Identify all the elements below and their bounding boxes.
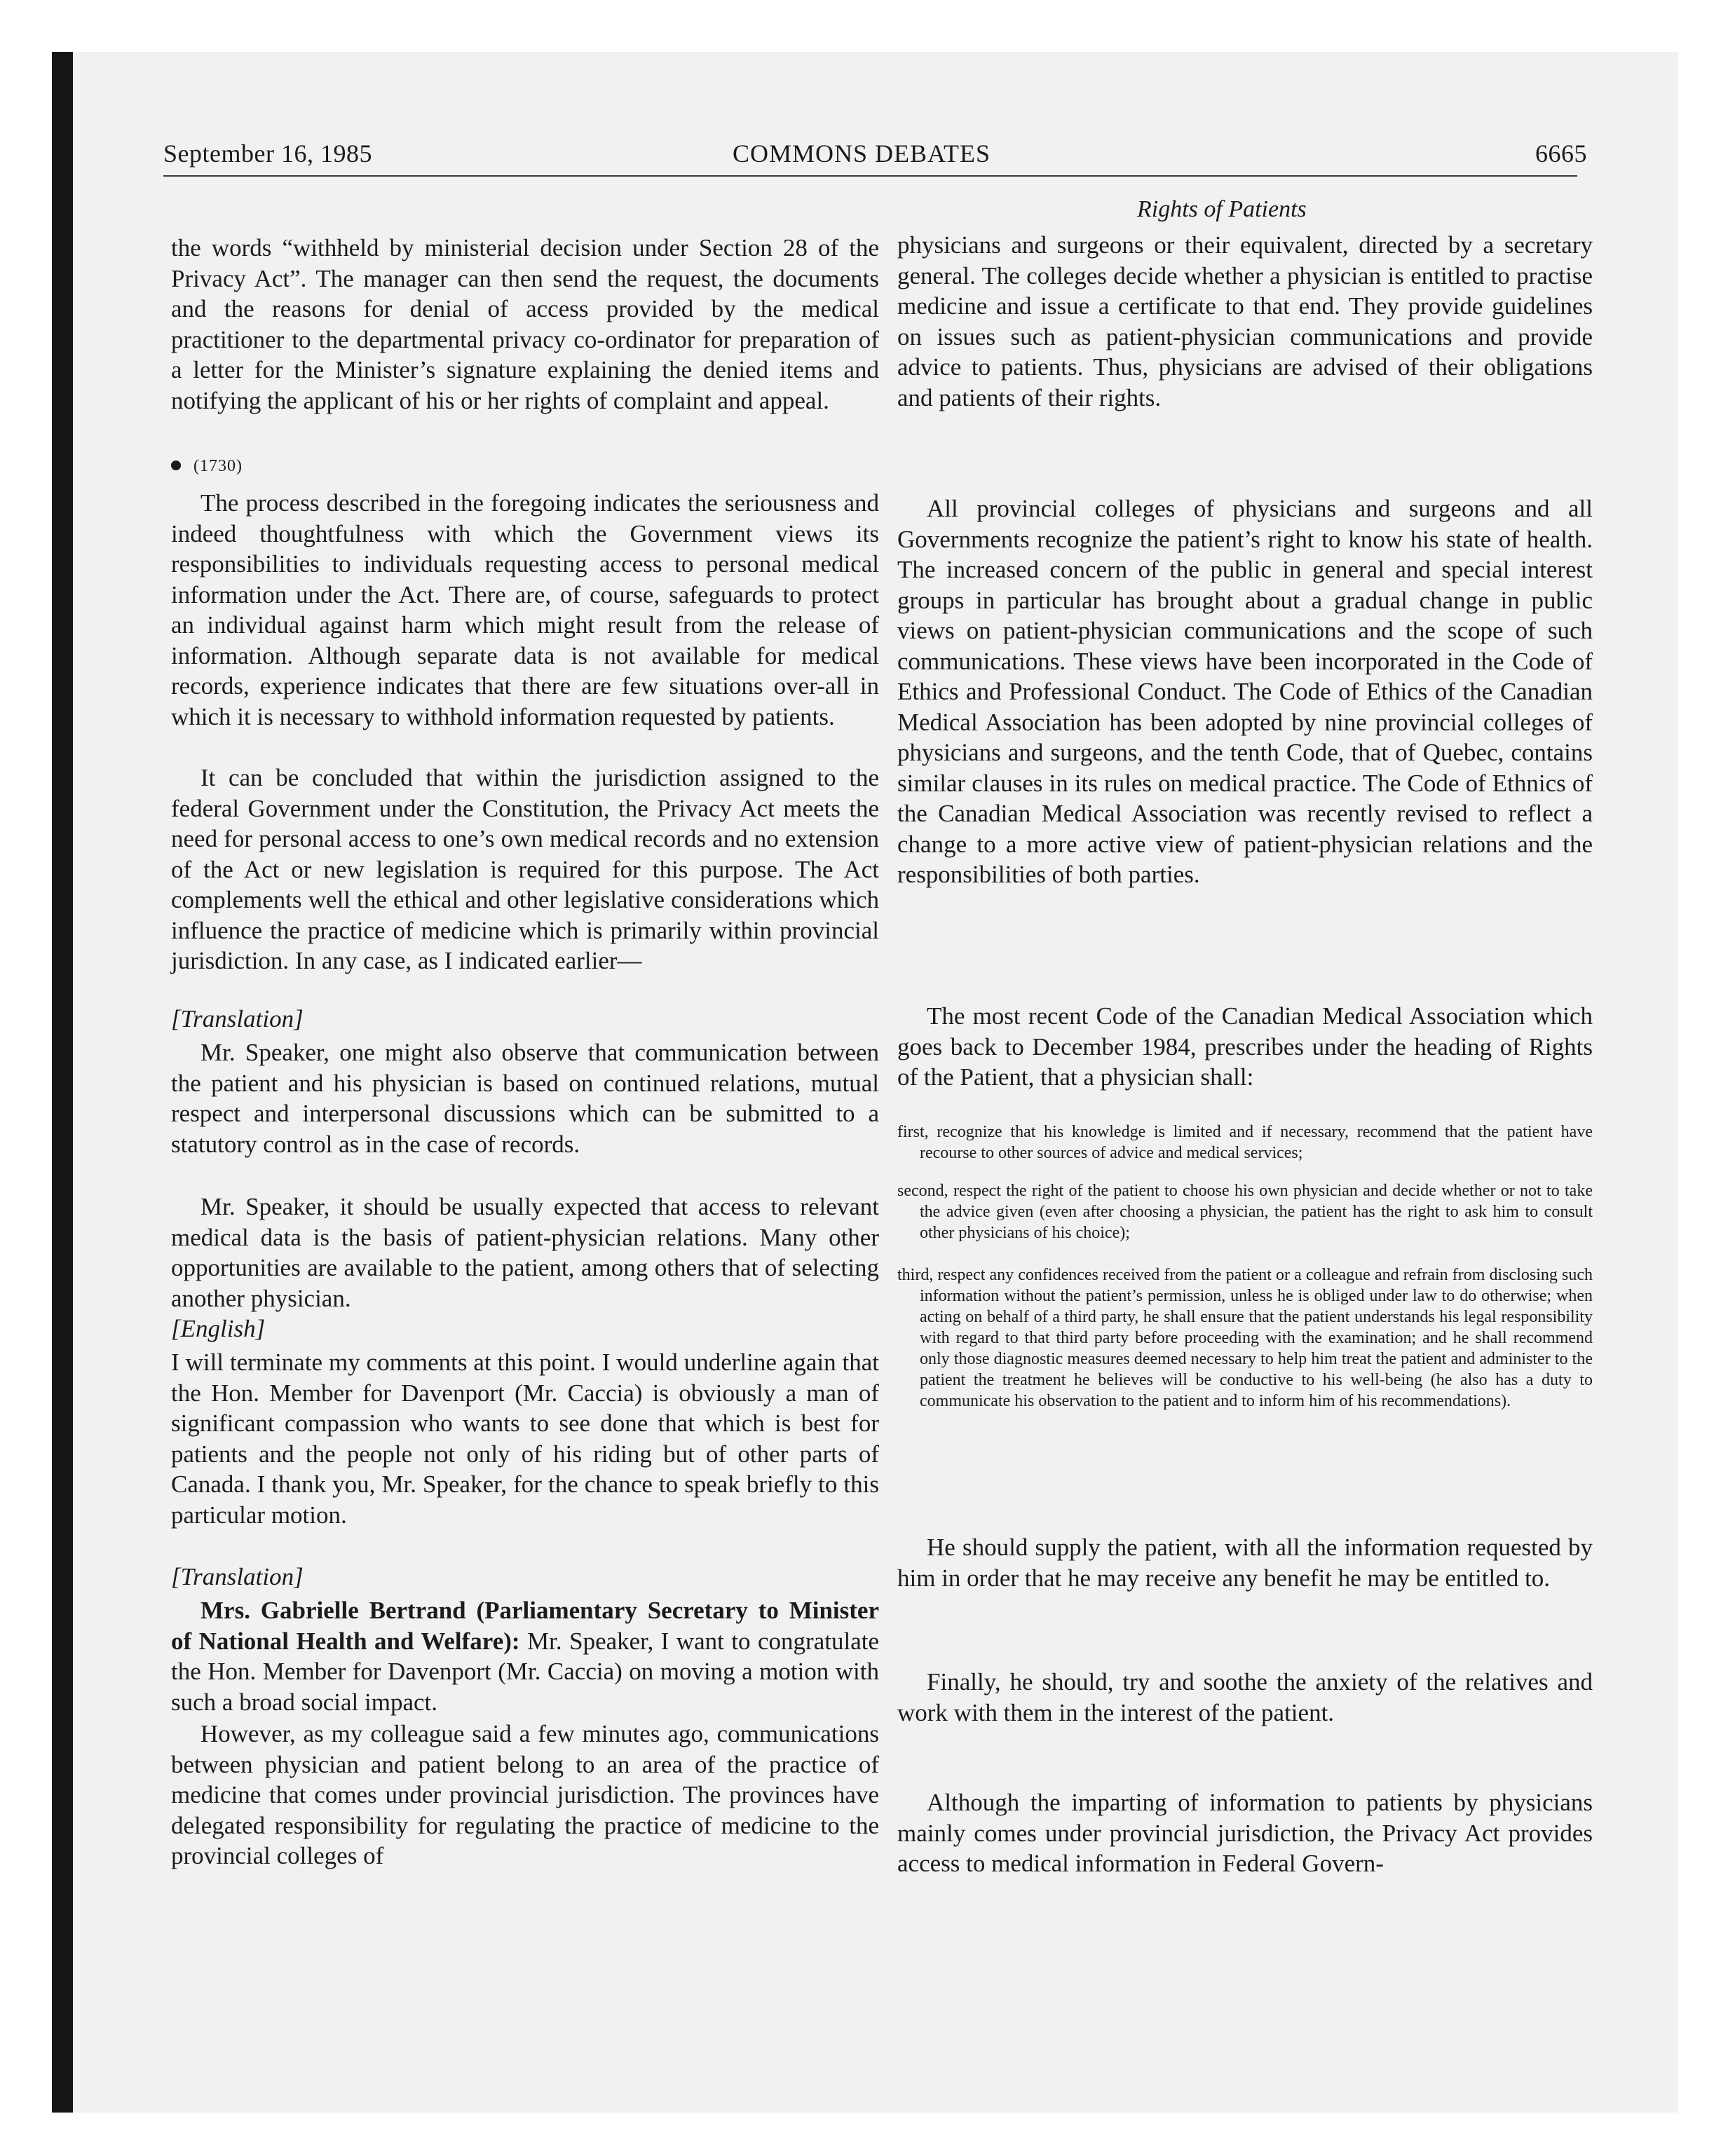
page-number: 6665	[1535, 139, 1587, 168]
language-marker: [English]	[171, 1315, 266, 1342]
paragraph: Mr. Speaker, one might also observe that communication between the patient and his physician is based on continued relations, mutual respect and interpersonal discussions which can be submitted to a statutory control as in the case of records.	[171, 1039, 879, 1158]
header-rule	[163, 175, 1577, 177]
paragraph: the words “withheld by ministerial decision under Section 28 of the Privacy Act”. The manager can then send the request, the documents and the reasons for denial of access provided by the medical practitioner to the departmental privacy co-ordinator for preparation of a letter for the Minister’s signature explaining the denied items and notifying the applicant of his or her rights of complaint and appeal.	[171, 234, 879, 414]
paragraph: Mr. Speaker, it should be usually expected that access to relevant medical data is the basis of patient-physician relations. Many other opportunities are available to the patient, among others that of selecting another physician.	[171, 1193, 879, 1312]
paragraph: physicians and surgeons or their equivalent, directed by a secretary general. The colleges decide whether a physician is entitled to practise medicine and issue a certificate to that end. They provide guidelines on issues such as patient-physician communications and provide advice to patients. Thus, physicians are advised of their obligations and patients of their rights.	[897, 231, 1593, 411]
quoted-item: second, respect the right of the patient to choose his own physician and decide whether or not to take the advice given (even after choosing a physician, the patient has the right to ask him to consult other physicians of his choice);	[897, 1182, 1593, 1242]
quoted-item: third, respect any confidences received from the patient or a colleague and refrain from disclosing such information without the patient’s permission, unless he is obliged under law to do otherwise; when acting on behalf of a third party, he shall ensure that the patient understands his legal responsibility with regard to that third party before proceeding with the examination; and he shall recommend only those diagnostic measures deemed necessary to help him treat the patient and administer to the patient the treatment he believes will be conductive to his well-being (he also has a duty to communicate his observation to the patient and to inform him of his recommendations).	[897, 1266, 1593, 1410]
translation-marker: [Translation]	[171, 1563, 304, 1590]
paragraph: All provincial colleges of physicians and surgeons and all Governments recognize the patient’s right to know his state of health. The increased concern of the public in general and special interest groups in particular has brought about a gradual change in public views on patient-physician communications and the scope of such communications. These views have been incorporated in the Code of Ethics and Professional Conduct. The Code of Ethics of the Canadian Medical Association has been adopted by nine provincial colleges of physicians and surgeons, and the tenth Code, that of Quebec, contains similar clauses in its rules on medical practice. The Code of Ethnics of the Canadian Medical Association was recently revised to reflect a change to a more active view of patient-physician relations and the responsibilities of both parties.	[897, 495, 1593, 888]
paragraph: It can be concluded that within the jurisdiction assigned to the federal Government under the Constitution, the Privacy Act meets the need for personal access to one’s own medical records and no extension of the Act or new legislation is required for this purpose. The Act complements well the ethical and other legislative considerations which influence the practice of medicine which is primarily within provincial jurisdiction. In any case, as I indicated earlier—	[171, 764, 879, 974]
paragraph: The most recent Code of the Canadian Medical Association which goes back to December 1984, prescribes under the heading of Rights of the Patient, that a physician shall:	[897, 1002, 1593, 1091]
header-title: COMMONS DEBATES	[733, 139, 991, 168]
scan-edge-shadow	[52, 52, 73, 2113]
translation-marker: [Translation]	[171, 1005, 304, 1032]
speaker-name: Mrs. Gabrielle Bertrand (Parliamentary Secretary to Minister of National Health and Welfare):	[171, 1597, 879, 1655]
speech-text: Mr. Speaker, I want to congratulate the Hon. Member for Davenport (Mr. Caccia) on moving a motion with such a broad social impact.	[171, 1627, 879, 1716]
paragraph: Finally, he should, try and soothe the anxiety of the relatives and work with them in the interest of the patient.	[897, 1668, 1593, 1726]
bullet-icon	[171, 460, 181, 470]
paragraph: I will terminate my comments at this point. I would underline again that the Hon. Member for Davenport (Mr. Caccia) is obviously a man of significant compassion who wants to see done that which is best for patients and the people not only of his riding but of other parts of Canada. I thank you, Mr. Speaker, for the chance to speak briefly to this particular motion.	[171, 1349, 879, 1529]
paragraph	[171, 1595, 879, 1717]
paragraph: However, as my colleague said a few minutes ago, communications between physician and patient belong to an area of the practice of medicine that comes under provincial jurisdiction. The provinces have delegated responsibility for regulating the practice of medicine to the provincial colleges of	[171, 1720, 879, 1869]
paragraph: The process described in the foregoing indicates the seriousness and indeed thoughtfulness with which the Government views its responsibilities to individuals requesting access to personal medical information under the Act. There are, of course, safeguards to protect an individual against harm which might result from the release of information. Although separate data is not available for medical records, experience indicates that there are few situations over-all in which it is necessary to withhold information requested by patients.	[171, 489, 879, 730]
running-subheading: Rights of Patients	[1137, 196, 1307, 222]
quoted-item: first, recognize that his knowledge is limited and if necessary, recommend that the patient have recourse to other sources of advice and medical services;	[897, 1123, 1593, 1162]
time-marker-text: (1730)	[193, 457, 243, 475]
paragraph: He should supply the patient, with all the information requested by him in order that he may receive any benefit he may be entitled to.	[897, 1534, 1593, 1592]
time-marker	[171, 453, 879, 477]
paragraph: Although the imparting of information to patients by physicians mainly comes under provincial jurisdiction, the Privacy Act provides access to medical information in Federal Govern-	[897, 1789, 1593, 1877]
header-date: September 16, 1985	[163, 139, 372, 168]
